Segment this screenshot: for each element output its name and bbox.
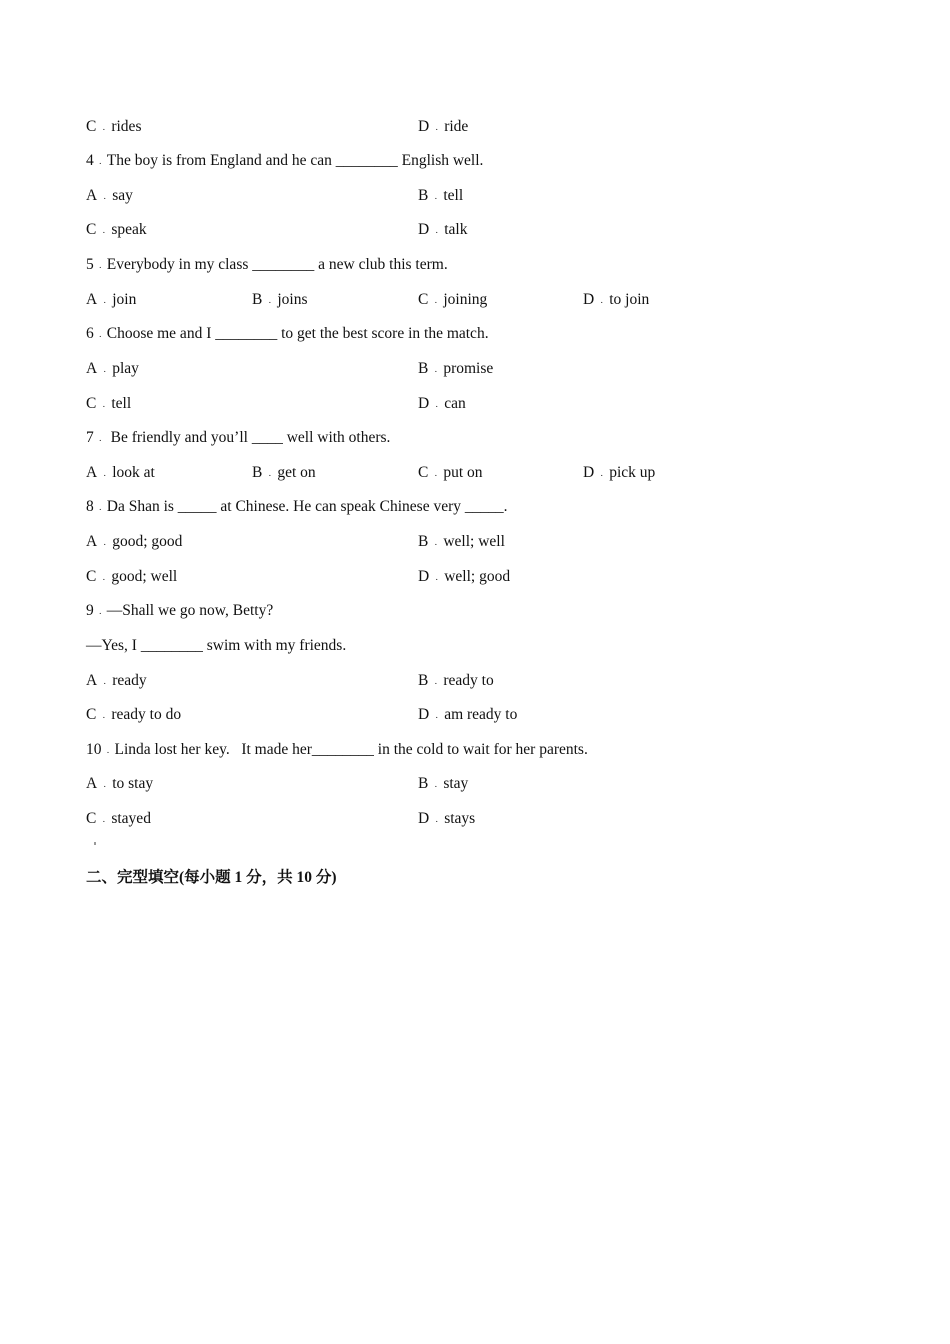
- q9-option-a[interactable]: A . ready: [86, 672, 147, 689]
- q8-option-b[interactable]: B . well; well: [418, 533, 505, 550]
- q9-options-row-2: [86, 703, 910, 727]
- section-2-title: 二、完型填空(每小题 1 分，共 10 分): [86, 869, 337, 886]
- q4-option-b[interactable]: B . tell: [418, 187, 464, 204]
- q8-option-c[interactable]: C . good; well: [86, 568, 178, 585]
- q6-options-row-1: [86, 357, 910, 381]
- q3-option-d[interactable]: D . ride: [418, 118, 469, 135]
- q6-option-a[interactable]: A . play: [86, 360, 139, 377]
- q10-text: Linda lost her key. It made her________ in the cold to wait for her parents.: [114, 741, 588, 758]
- q8-options-row-2: [86, 565, 910, 589]
- q5-options-row: [86, 288, 910, 312]
- q8-question: 8 . Da Shan is _____ at Chinese. He can speak Chinese very _____.: [86, 498, 508, 515]
- q7-options-row: [86, 461, 910, 485]
- paragraph-mark: [94, 842, 96, 845]
- q8-option-d[interactable]: D . well; good: [418, 568, 511, 585]
- q9-question-line-2: [86, 634, 910, 658]
- q5-option-d[interactable]: D . to join: [583, 291, 650, 308]
- q4-options-row-2: [86, 218, 910, 242]
- q3-option-c[interactable]: C . rides: [86, 118, 142, 135]
- q4-options-row-1: [86, 184, 910, 208]
- q9-text-2: —Yes, I ________ swim with my friends.: [86, 637, 347, 654]
- q7-option-d[interactable]: D . pick up: [583, 464, 656, 481]
- q7-option-c[interactable]: C . put on: [418, 464, 483, 481]
- q6-text: Choose me and I ________ to get the best score in the match.: [106, 325, 489, 342]
- q6-option-b[interactable]: B . promise: [418, 360, 494, 377]
- q6-options-row-2: [86, 392, 910, 416]
- q3-options-row-2: [86, 115, 910, 139]
- q10-option-b[interactable]: B . stay: [418, 775, 469, 792]
- q6-option-c[interactable]: C . tell: [86, 395, 132, 412]
- q7-question: 7 . Be friendly and you’ll ____ well with others.: [86, 429, 391, 446]
- q4-option-d[interactable]: D . talk: [418, 221, 468, 238]
- q10-option-d[interactable]: D . stays: [418, 810, 476, 827]
- q6-question: 6 . Choose me and I ________ to get the best score in the match.: [86, 325, 489, 342]
- q8-options-row-1: [86, 530, 910, 554]
- q4-option-c[interactable]: C . speak: [86, 221, 147, 238]
- q6-option-d[interactable]: D . can: [418, 395, 466, 412]
- q5-text: Everybody in my class ________ a new club this term.: [106, 256, 448, 273]
- q4-question: 4 . The boy is from England and he can ________ English well.: [86, 152, 484, 169]
- q5-option-a[interactable]: A . join: [86, 291, 137, 308]
- q8-text: Da Shan is _____ at Chinese. He can speak Chinese very _____.: [106, 498, 508, 515]
- q10-options-row-2: [86, 807, 910, 831]
- q10-option-c[interactable]: C . stayed: [86, 810, 151, 827]
- q10-option-a[interactable]: A . to stay: [86, 775, 154, 792]
- q9-question: 9 . —Shall we go now, Betty?: [86, 602, 274, 619]
- q7-option-a[interactable]: A . look at: [86, 464, 155, 481]
- q7-text: Be friendly and you’ll ____ well with others.: [106, 429, 391, 446]
- q9-options-row-1: [86, 669, 910, 693]
- q9-option-c[interactable]: C . ready to do: [86, 706, 182, 723]
- q5-option-c[interactable]: C . joining: [418, 291, 488, 308]
- q9-option-d[interactable]: D . am ready to: [418, 706, 518, 723]
- q4-option-a[interactable]: A . say: [86, 187, 133, 204]
- q7-option-b[interactable]: B . get on: [252, 464, 316, 481]
- q10-question: 10 . Linda lost her key. It made her________ in the cold to wait for her parents.: [86, 741, 588, 758]
- q5-question: 5 . Everybody in my class ________ a new club this term.: [86, 256, 448, 273]
- q9-text: —Shall we go now, Betty?: [106, 602, 274, 619]
- q5-option-b[interactable]: B . joins: [252, 291, 308, 308]
- q8-option-a[interactable]: A . good; good: [86, 533, 183, 550]
- q9-option-b[interactable]: B . ready to: [418, 672, 494, 689]
- q4-text: The boy is from England and he can ________ English well.: [106, 152, 484, 169]
- q10-options-row-1: [86, 772, 910, 796]
